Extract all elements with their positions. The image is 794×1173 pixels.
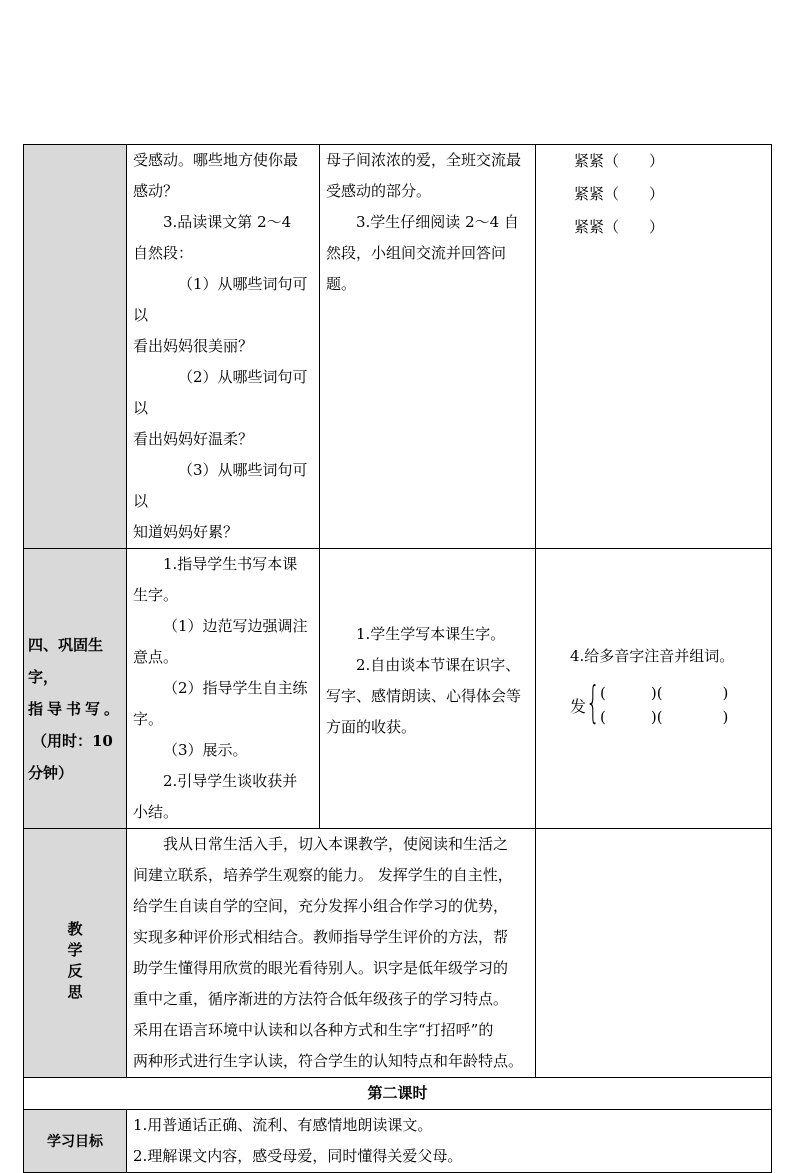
stage-title: 指导书写。 [28,700,124,718]
brace-icon: { [586,677,600,728]
teacher-line: （2）从哪些词句可以 [133,368,308,417]
student-line: 然段，小组间交流并回答问题。 [326,244,507,293]
stage-title: 四、巩固生字， [28,636,104,686]
goal-line: 2.理解课文内容，感受母爱，同时懂得关爱父母。 [133,1147,463,1165]
reflection-label-char: 学 [67,941,83,959]
teacher-line: 知道妈妈好累？ [133,523,239,541]
section-title: 第二课时 [24,1078,772,1110]
section-title-row [24,1078,772,1110]
goals-cell [127,1110,772,1173]
teacher-line: 小结。 [133,803,179,821]
exercise-cell [536,549,772,829]
student-line: 方面的收获。 [326,718,417,736]
teacher-line: 字。 [133,710,164,728]
reflection-label-char: 思 [67,983,83,1001]
teacher-line: 3.品读课文第 2～4 [163,213,292,231]
reflection-line: 间建立联系，培养学生观察的能力。 发挥学生的自主性， [133,866,513,884]
goals-row [24,1110,772,1173]
student-line: 1.学生学写本课生字。 [356,625,506,643]
stage-time: （用时：10 [32,732,113,750]
student-line: 受感动的部分。 [326,182,432,200]
stage-cell [24,549,127,829]
stage-cell-empty [24,145,127,549]
reflection-empty-cell [536,829,772,1078]
goals-label: 学习目标 [24,1110,127,1173]
stage-time: 分钟） [28,764,74,782]
exercise-cell [536,145,772,549]
consolidate-row [24,549,772,829]
student-line: 写字、感情朗读、心得体会等 [326,687,522,705]
teacher-line: （1）边范写边强调注 [163,617,308,635]
reflection-line: 助学生懂得用欣赏的眼光看待别人。识字是低年级学习的 [133,959,509,977]
reflection-label-char: 反 [67,962,83,980]
teacher-line: 1.指导学生书写本课 [163,555,298,573]
teacher-line: 受感动。哪些地方使你最 [133,151,299,169]
reflection-label-char: 教 [67,920,83,938]
student-line: 母子间浓浓的爱，全班交流最 [326,151,522,169]
exercise-title: 4.给多音字注音并组词。 [570,647,735,665]
goal-line: 1.用普通话正确、流利、有感情地朗读课文。 [133,1116,433,1134]
answer-blank-row: ( )( ) [600,708,729,726]
student-activity-cell [320,145,536,549]
exercise-line: 紧紧（ ） [574,152,665,170]
reflection-line: 采用在语言环境中认读和以各种方式和生字“打招呼”的 [133,1021,494,1039]
student-line: 2.自由谈本节课在识字、 [356,656,521,674]
lesson-plan-table [23,144,772,1173]
exercise-line: 紧紧（ ） [574,185,665,203]
reflection-line: 实现多种评价形式相结合。教师指导学生评价的方法，帮 [133,928,509,946]
teacher-line: （3）从哪些词句可以 [133,461,308,510]
teacher-line: （2）指导学生自主练 [163,679,308,697]
teacher-line: 看出妈妈好温柔？ [133,430,254,448]
reflection-label-cell [24,829,127,1078]
reflection-line: 给学生自读自学的空间，充分发挥小组合作学习的优势， [133,897,509,915]
teacher-line: 感动？ [133,182,179,200]
teacher-line: 生字。 [133,586,179,604]
reflection-text-cell [127,829,536,1078]
answer-blank-row: ( )( ) [600,684,729,702]
student-line: 3.学生仔细阅读 2～4 自 [356,213,519,231]
teacher-line: 自然段： [133,244,194,262]
teacher-activity-cell [127,549,320,829]
polyphone-char: 发 [570,697,587,716]
exercise-line: 紧紧（ ） [574,218,665,236]
teacher-line: 意点。 [133,648,179,666]
student-activity-cell [320,549,536,829]
teacher-line: 看出妈妈很美丽？ [133,337,254,355]
reading-row [24,145,772,549]
teacher-line: 2.引导学生谈收获并 [163,772,298,790]
reflection-line: 重中之重，循序渐进的方法符合低年级孩子的学习特点。 [133,990,509,1008]
reflection-line: 两种形式进行生字认读，符合学生的认知特点和年龄特点。 [133,1052,524,1070]
teacher-activity-cell [127,145,320,549]
teacher-line: （1）从哪些词句可以 [133,275,308,324]
polyphone-exercise [570,677,771,728]
reflection-row [24,829,772,1078]
reflection-line: 我从日常生活入手，切入本课教学，使阅读和生活之 [163,835,509,853]
teacher-line: （3）展示。 [163,741,248,759]
